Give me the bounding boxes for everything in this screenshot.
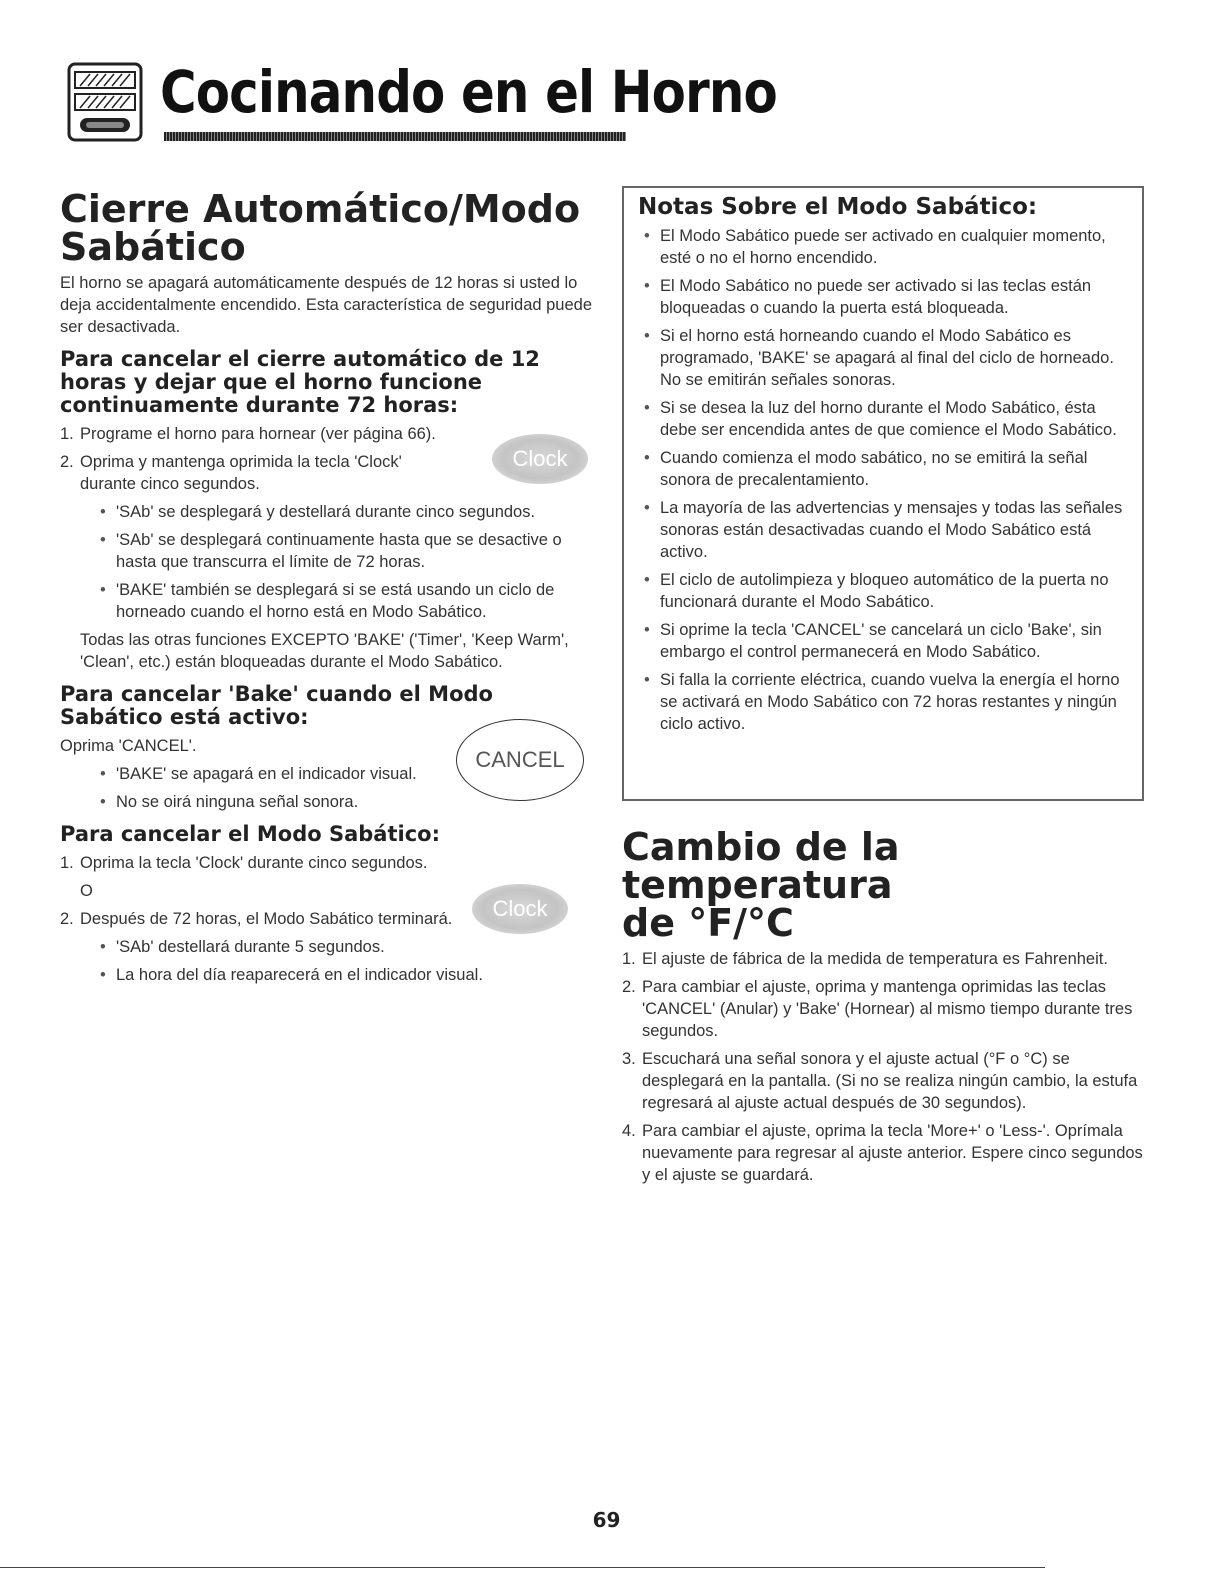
- step-item: 3. Escuchará una señal sonora y el ajuste actual (°F o °C) se desplegará en la pantalla. (Si no se realiza ningún cambio, la estufa regresará al ajuste actual después de 30 segundos).: [622, 1050, 1138, 1112]
- bullet-item: • No se oirá ninguna señal sonora.: [60, 791, 600, 813]
- note-item: • El Modo Sabático puede ser activado en cualquier momento, esté o no el horno encendido.: [638, 225, 1128, 269]
- note-item: • Si falla la corriente eléctrica, cuando vuelva la energía el horno se activará en Modo Sabático con 72 horas restantes y ningún ciclo activo.: [638, 669, 1128, 735]
- note-item: • Cuando comienza el modo sabático, no se emitirá la señal sonora de precalentamiento.: [638, 447, 1128, 491]
- oven-icon: [66, 60, 144, 146]
- step-item: 4. Para cambiar el ajuste, oprima la tecla 'More+' o 'Less-'. Oprímala nuevamente para regresar al ajuste anterior. Espere cinco segundos y el ajuste se guardará.: [622, 1122, 1143, 1184]
- subheading-cancel-sabbath: Para cancelar el Modo Sabático:: [60, 822, 440, 846]
- notes-list: [638, 225, 1128, 735]
- bullet-item: • 'SAb' se desplegará continuamente hasta que se desactive o hasta que transcurra el límite de 72 horas.: [60, 529, 600, 573]
- or-separator: O: [80, 882, 93, 900]
- cancel-step: Oprima 'CANCEL'.: [60, 737, 197, 755]
- bullet-item: • 'BAKE' se apagará en el indicador visual.: [60, 763, 600, 785]
- subheading-cancel-bake: Para cancelar 'Bake' cuando el Modo Sabático está activo:: [60, 682, 493, 729]
- note-item: • Si el horno está horneando cuando el Modo Sabático es programado, 'BAKE' se apagará al final del ciclo de horneado. No se emitirán señales sonoras.: [638, 325, 1128, 391]
- note-item: • El ciclo de autolimpieza y bloqueo automático de la puerta no funcionará durante el Modo Sabático.: [638, 569, 1128, 613]
- page-header: [60, 52, 777, 152]
- title-underline: [164, 132, 626, 141]
- note-item: • El Modo Sabático no puede ser activado si las teclas están bloqueadas o cuando la puerta está bloqueada.: [638, 275, 1128, 319]
- clock-key-illustration-2: Clock: [472, 884, 568, 934]
- note-item: • Si oprime la tecla 'CANCEL' se cancelará un ciclo 'Bake', sin embargo el control permanecerá en Modo Sabático.: [638, 619, 1128, 663]
- page-number: 69: [592, 1508, 621, 1532]
- subheading-cancel-12h: Para cancelar el cierre automático de 12 horas y dejar que el horno funcione continuamente durante 72 horas:: [60, 347, 540, 417]
- left-column: [60, 187, 600, 992]
- bullet-item: • 'BAKE' también se desplegará si se está usando un ciclo de horneado cuando el horno está en Modo Sabático.: [60, 579, 600, 623]
- section-heading-auto-shutoff: Cierre Automático/Modo Sabático: [60, 187, 581, 269]
- clock-key-illustration: Clock: [492, 434, 588, 484]
- step-item: 2. Oprima y mantenga oprimida la tecla 'Clock' durante cinco segundos.: [60, 453, 402, 493]
- section-heading-temperature: Cambio de la temperatura de °F/°C: [622, 825, 900, 945]
- note-item: • Si se desea la luz del horno durante el Modo Sabático, ésta debe ser encendida antes de que comience el Modo Sabático.: [638, 397, 1128, 441]
- sabbath-notes-box: [622, 186, 1144, 801]
- cancel-12h-bullets: [60, 501, 600, 623]
- cancel-key-illustration: CANCEL: [456, 719, 584, 801]
- step-item: 1. Oprima la tecla 'Clock' durante cinco segundos.: [60, 854, 428, 872]
- intro-paragraph: El horno se apagará automáticamente después de 12 horas si usted lo deja accidentalmente encendido. Esta característica de seguridad puede ser desactivada.: [60, 274, 593, 336]
- step-item: 1. El ajuste de fábrica de la medida de temperatura es Fahrenheit.: [622, 950, 1108, 968]
- notes-heading: Notas Sobre el Modo Sabático:: [638, 194, 1038, 220]
- page-title: Cocinando en el Horno: [160, 58, 777, 126]
- step-item: 1. Programe el horno para hornear (ver página 66).: [60, 425, 436, 443]
- temperature-steps: [622, 948, 1147, 1186]
- other-functions-note: Todas las otras funciones EXCEPTO 'BAKE' ('Timer', 'Keep Warm', 'Clean', etc.) están bloqueadas durante el Modo Sabático.: [80, 631, 569, 671]
- cancel-sabbath-steps: [60, 852, 600, 874]
- step-item: 2. Después de 72 horas, el Modo Sabático terminará.: [60, 910, 453, 928]
- bottom-rule: [0, 1567, 1045, 1568]
- temperature-section: [622, 825, 1147, 1192]
- step-item: 2. Para cambiar el ajuste, oprima y mantenga oprimidas las teclas 'CANCEL' (Anular) y 'Bake' (Hornear) al mismo tiempo durante tres segundos.: [622, 978, 1133, 1040]
- bullet-item: • 'SAb' destellará durante 5 segundos.: [60, 936, 600, 958]
- bullet-item: • La hora del día reaparecerá en el indicador visual.: [60, 964, 600, 986]
- note-item: • La mayoría de las advertencias y mensajes y todas las señales sonoras están desactivadas cuando el Modo Sabático está activo.: [638, 497, 1128, 563]
- cancel-sabbath-bullets: [60, 936, 600, 986]
- bullet-item: • 'SAb' se desplegará y destellará durante cinco segundos.: [60, 501, 600, 523]
